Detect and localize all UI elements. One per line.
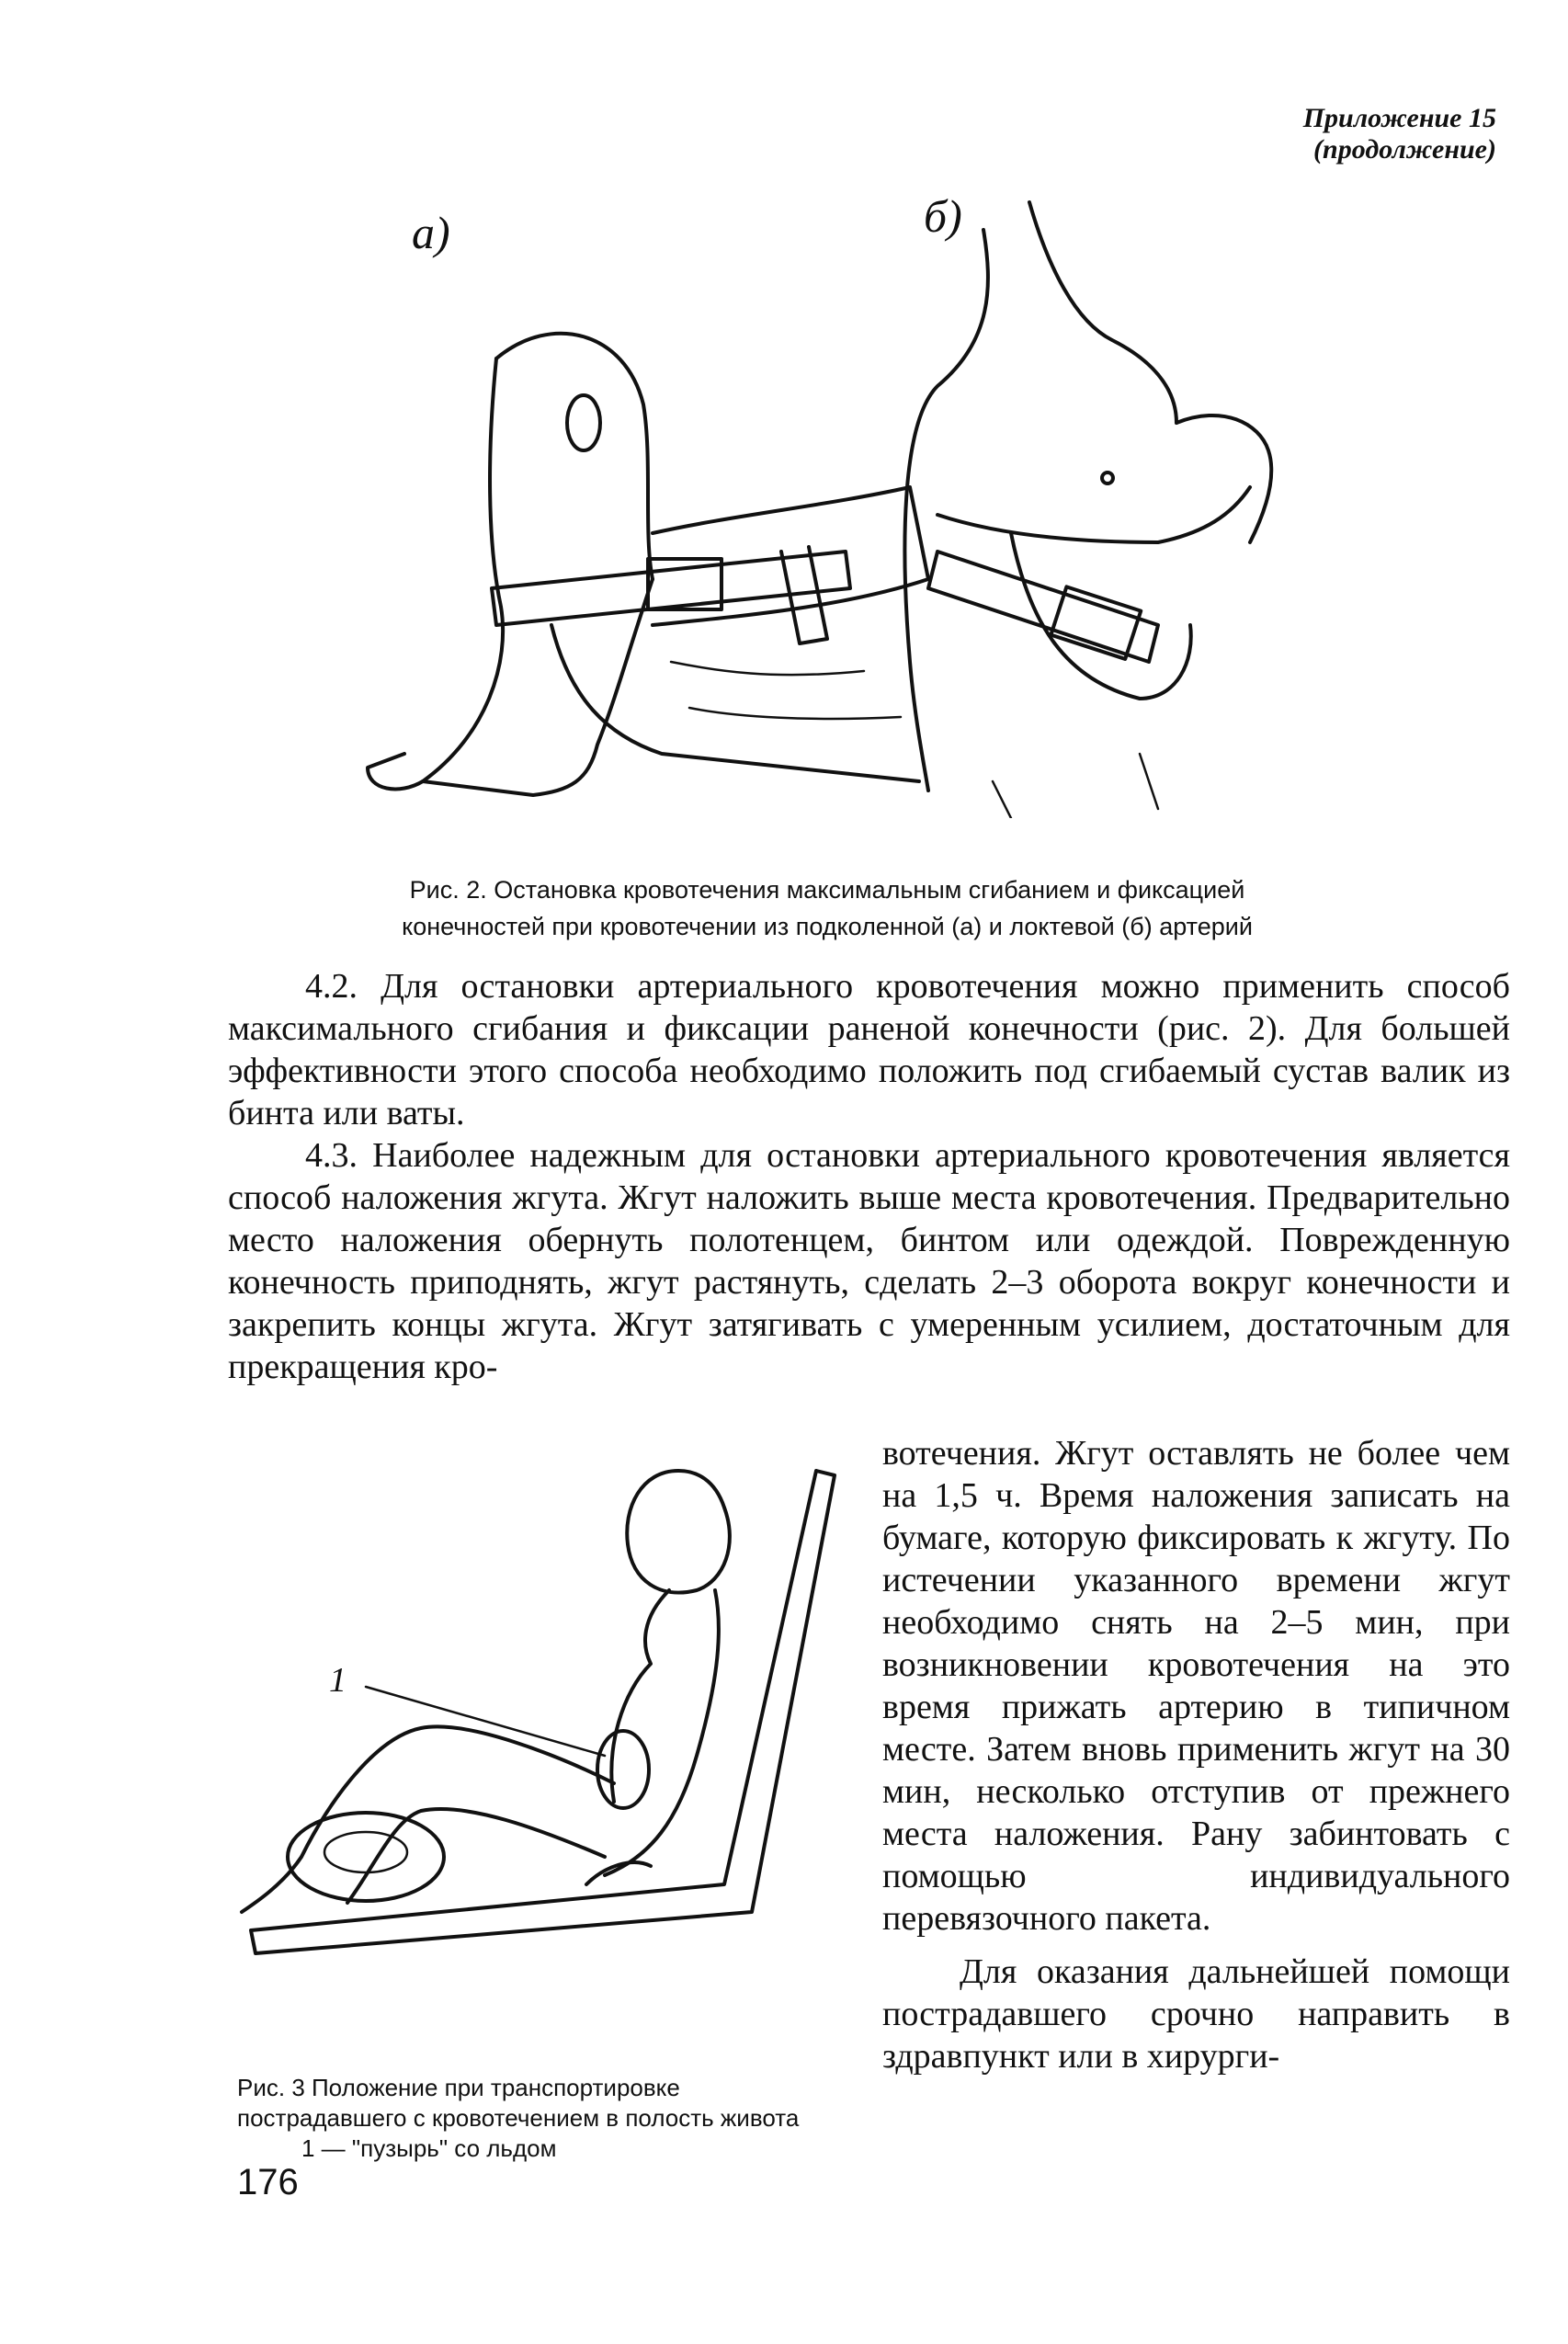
bent-elbow-drawing [904,202,1271,818]
appendix-continuation: (продолжение) [1313,134,1496,165]
bent-knee-drawing [368,334,928,795]
paragraph-4-3: 4.3. Наиболее надежным для остановки артериального кровотечения является способ наложения жгута. Жгут наложить выше места кровотечения. Предварительно место наложения обернуть полотенцем, бинтом или одеждой. Поврежденную конечность приподнять, жгут растянуть, сделать 2–3 оборота вокруг конечности и закрепить концы жгута. Жгут затягивать с умеренным усилием, достаточным для прекращения кро- [228,1136,1510,1386]
figure-2-caption-line1: Рис. 2. Остановка кровотечения максимальным сгибанием и фиксацией [409,876,1245,904]
paragraph-4-2: 4.2. Для остановки артериального кровотечения можно применить способ максимального сгибания и фиксации раненой конечности (рис. 2). Для большей эффективности этого способа необходимо положить под сгибаемый сустав валик из бинта или ваты. [228,967,1510,1132]
figure-2-caption-line2: конечностей при кровотечении из подколенной (а) и локтевой (б) артерий [402,913,1253,940]
figure-3-caption-line2: пострадавшего с кровотечением в полость живота [237,2104,800,2132]
figure-3-illustration [237,1452,862,1967]
ice-bladder [597,1731,649,1808]
body-text-right-column [882,1432,1510,2077]
stretcher-board [251,1471,835,1953]
page-number: 176 [237,2162,299,2202]
appendix-title: Приложение 15 [1302,103,1496,133]
figure-2a-label: а) [412,207,450,258]
body-text-full-width [228,965,1510,1388]
figure-2b-label: б) [924,190,962,242]
figure-3-caption [237,2073,844,2164]
figure-2-illustration [349,147,1287,818]
figure-3-caption-line1: Рис. 3 Положение при транспортировке [237,2074,680,2101]
figure-3-callout: 1 [329,1661,347,1700]
paragraph-4-3-continued: вотечения. Жгут оставлять не более чем на 1,5 ч. Время наложения записать на бумаге, которую фиксировать к жгуту. По истечении указанного времени жгут необходимо снять на 2–5 мин, при возникновении кровотечения на это время прижать артерию в типичном месте. Затем вновь применить жгут на 30 мин, несколько отступив от прежнего места наложения. Рану забинтовать с помощью индивидуального перевязочного пакета. [882,1434,1510,1938]
cushion-ring [288,1813,444,1901]
figure-3-legend: 1 — "пузырь" со льдом [301,2134,557,2162]
figure-2-caption [276,871,1379,945]
paragraph-final: Для оказания дальнейшей помощи пострадавшего срочно направить в здравпункт или в хирурги- [882,1952,1510,2076]
appendix-header [1303,103,1496,165]
